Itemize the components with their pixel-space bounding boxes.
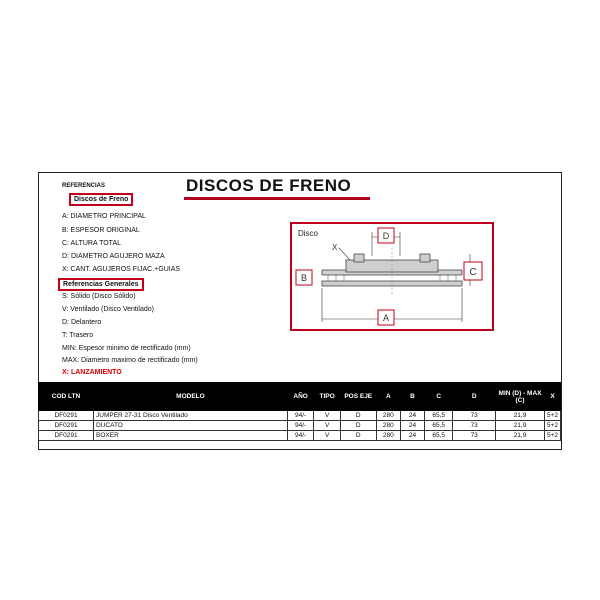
table-header-row <box>39 383 561 411</box>
cell-cod-ltn: DF0291 <box>39 421 94 431</box>
cell-ano: 94/- <box>287 411 313 421</box>
label-a: A <box>382 313 390 323</box>
col-modelo: MODELO <box>94 383 288 411</box>
disc-cross-section-drawing <box>292 224 492 329</box>
table-row <box>39 411 561 421</box>
cell-min-max: 21,9 <box>496 431 545 441</box>
cell-pos-eje: D <box>340 431 376 441</box>
cell-pos-eje: D <box>340 411 376 421</box>
ref-d-delantero: D: Delantero <box>62 319 102 326</box>
ref-x-lanzamiento: X: LANZAMIENTO <box>62 369 122 376</box>
cell-tipo: V <box>314 411 341 421</box>
cell-cod-ltn: DF0291 <box>39 411 94 421</box>
cell-ano: 94/- <box>287 421 313 431</box>
discos-de-freno-box: Discos de Freno <box>69 193 133 206</box>
col-cod-ltn: COD LTN <box>39 383 94 411</box>
cell-d: 73 <box>453 421 496 431</box>
col-d: D <box>453 383 496 411</box>
cell-a: 280 <box>376 411 400 421</box>
ref-v-ventilado: V: Ventilado (Disco Ventilado) <box>62 306 154 313</box>
cell-x: 5+2 <box>544 431 560 441</box>
label-c: C <box>469 267 477 278</box>
cell-x: 5+2 <box>544 421 560 431</box>
cell-c: 65,5 <box>425 431 453 441</box>
col-x: X <box>544 383 560 411</box>
ref-s-solido: S: Sólido (Disco Sólido) <box>62 293 136 300</box>
referencias-label: REFERENCIAS <box>62 183 106 189</box>
cell-ano: 94/- <box>287 431 313 441</box>
ref-min-espesor: MIN: Espesor minimo de rectificado (mm) <box>62 345 191 352</box>
cell-modelo: BOXER <box>94 431 288 441</box>
referencias-generales-box: Referencias Generales <box>58 278 144 291</box>
table-row <box>39 421 561 431</box>
ref-c-altura-total: C: ALTURA TOTAL <box>62 240 122 247</box>
spec-table <box>38 382 561 441</box>
col-tipo: TIPO <box>314 383 341 411</box>
col-c: C <box>425 383 453 411</box>
cell-modelo: JUMPER 27-31 Disco Ventilado <box>94 411 288 421</box>
ref-max-diametro: MAX: Diametro maximo de rectificado (mm) <box>62 357 198 364</box>
col-a: A <box>376 383 400 411</box>
ref-b-espesor-original: B: ESPESOR ORIGINAL <box>62 227 140 234</box>
cell-min-max: 21,9 <box>496 411 545 421</box>
page-title: DISCOS DE FRENO <box>186 176 352 195</box>
cell-tipo: V <box>314 431 341 441</box>
cell-tipo: V <box>314 421 341 431</box>
cell-a: 280 <box>376 421 400 431</box>
ref-a-diametro-principal: A: DIAMETRO PRINCIPAL <box>62 213 146 220</box>
cell-x: 5+2 <box>544 411 560 421</box>
ref-x-cant-agujeros: X: CANT. AGUJEROS FIJAC.+GUIAS <box>62 266 181 273</box>
cell-c: 65,5 <box>425 421 453 431</box>
ref-d-diametro-agujero-maza: D: DIAMETRO AGUJERO MAZA <box>62 253 165 260</box>
cell-b: 24 <box>400 431 424 441</box>
cell-c: 65,5 <box>425 411 453 421</box>
cell-pos-eje: D <box>340 421 376 431</box>
title-underline <box>184 197 370 200</box>
cell-b: 24 <box>400 411 424 421</box>
cell-d: 73 <box>453 411 496 421</box>
ref-t-trasero: T: Trasero <box>62 332 94 339</box>
col-pos-eje: POS EJE <box>340 383 376 411</box>
disc-diagram <box>290 222 494 331</box>
col-b: B <box>400 383 424 411</box>
cell-d: 73 <box>453 431 496 441</box>
label-x: X <box>332 243 338 252</box>
col-min-max: MIN (D) - MAX (C) <box>496 383 545 411</box>
cell-b: 24 <box>400 421 424 431</box>
table-row <box>39 431 561 441</box>
cell-a: 280 <box>376 431 400 441</box>
cell-min-max: 21,9 <box>496 421 545 431</box>
label-d: D <box>382 231 390 241</box>
label-b: B <box>300 273 308 283</box>
cell-modelo: DUCATO <box>94 421 288 431</box>
cell-cod-ltn: DF0291 <box>39 431 94 441</box>
col-ano: AÑO <box>287 383 313 411</box>
diagram-title: Disco <box>298 229 319 238</box>
